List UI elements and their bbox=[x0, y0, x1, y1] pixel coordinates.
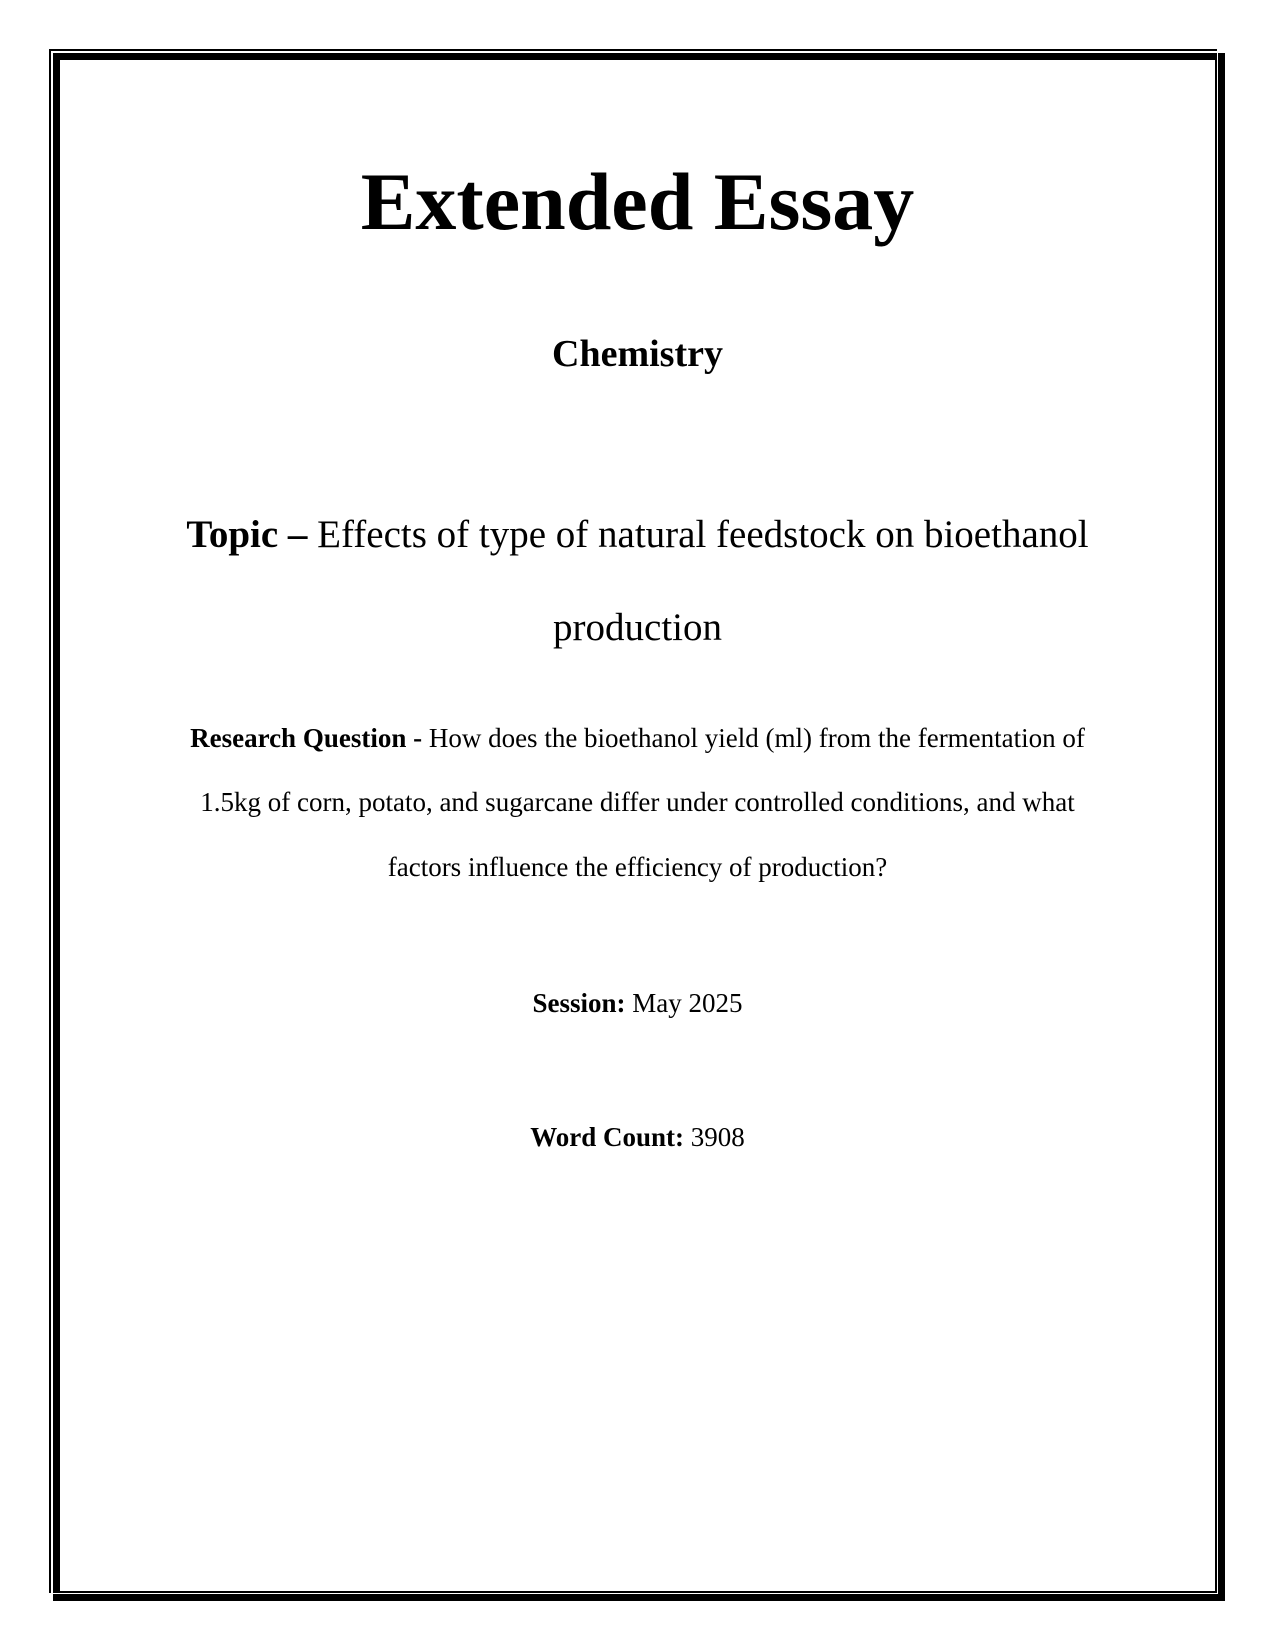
border-cap bbox=[49, 1594, 53, 1601]
subject-heading: Chemistry bbox=[552, 333, 723, 375]
topic-line-2: production bbox=[553, 606, 722, 649]
border-cap bbox=[1218, 49, 1225, 53]
word-count-line bbox=[0, 1121, 1275, 1153]
research-question-line-1 bbox=[0, 722, 1275, 754]
topic-label: Topic bbox=[186, 513, 279, 556]
topic-line-1 bbox=[0, 512, 1275, 558]
topic-text: Effects of type of natural feedstock on bioethanol bbox=[317, 513, 1089, 556]
page-title: Extended Essay bbox=[360, 156, 915, 247]
session-line bbox=[0, 987, 1275, 1019]
research-question-line-2: 1.5kg of corn, potato, and sugarcane differ under controlled conditions, and what bbox=[200, 787, 1075, 817]
session-value: May 2025 bbox=[625, 988, 743, 1018]
session-label: Session: bbox=[532, 988, 626, 1018]
page-border bbox=[49, 49, 1225, 1601]
research-question-text: How does the bioethanol yield (ml) from the fermentation of bbox=[422, 723, 1085, 753]
word-count-label: Word Count: bbox=[530, 1122, 685, 1152]
border-inner-thin-line bbox=[53, 53, 1217, 1593]
topic-separator: – bbox=[278, 513, 318, 556]
research-question-line-3: factors influence the efficiency of production? bbox=[387, 852, 888, 882]
research-question-label: Research Question - bbox=[190, 723, 423, 753]
word-count-value: 3908 bbox=[684, 1122, 745, 1152]
